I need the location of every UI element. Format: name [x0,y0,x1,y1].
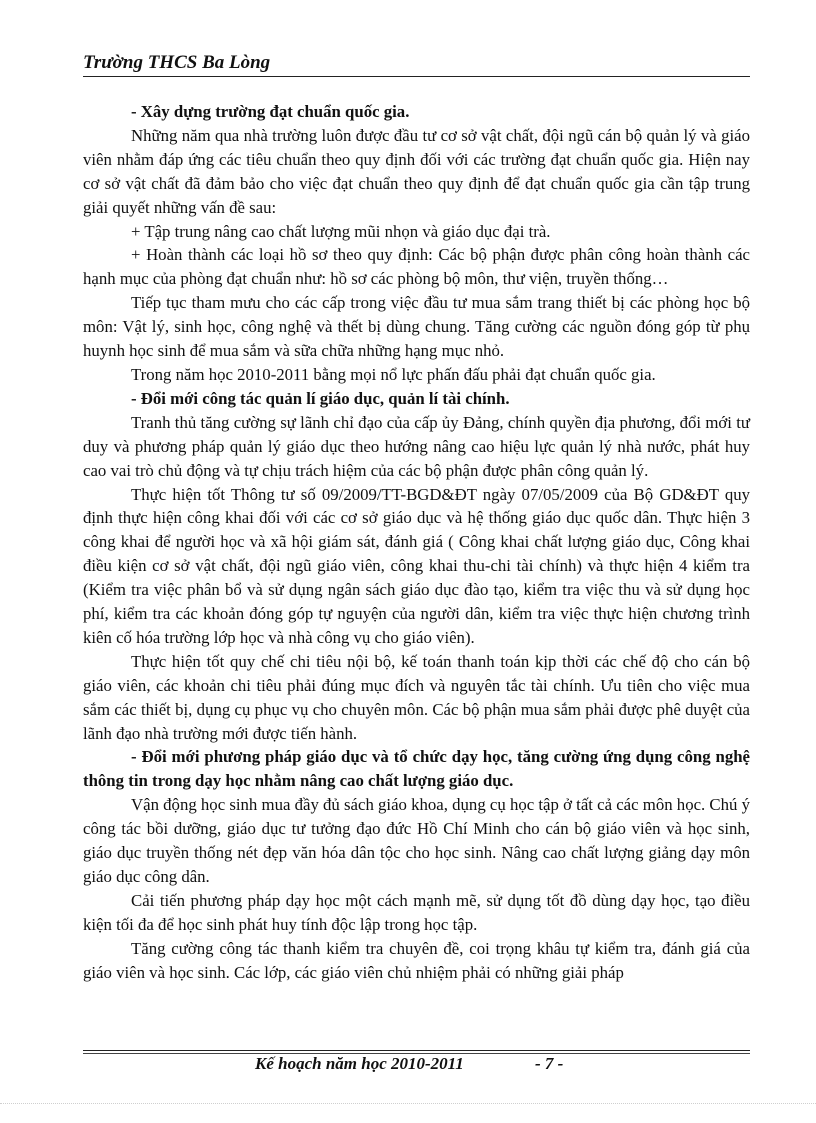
section-heading: - Xây dựng trường đạt chuẩn quốc gia. [131,102,410,121]
footer-divider [83,1050,750,1051]
section-heading: - Đổi mới công tác quản lí giáo dục, quản lí tài chính. [131,388,510,408]
document-body [83,100,750,985]
paragraph: + Hoàn thành các loại hồ sơ theo quy định: Các bộ phận được phân công hoàn thành các hạnh mục của phòng đạt chuẩn như: hồ sơ các phòng bộ môn, thư viện, truyền thống… [83,245,750,289]
footer-plan-title: Kế hoạch năm học 2010-2011 [255,1054,464,1073]
page-number: - 7 - [535,1054,564,1073]
paragraph: Thực hiện tốt Thông tư số 09/2009/TT-BGD&ĐT ngày 07/05/2009 của Bộ GD&ĐT quy định thực hiện công khai đối với các cơ sở giáo dục và hệ thống giáo dục quốc dân. Thực hiện 3 công khai để người học và xã hội giám sát, đánh giá ( Công khai chất lượng giáo dục, Công khai điều kiện cơ sở vật chất, đội ngũ giáo viên, công khai thu-chi tài chính) và thực hiện 4 kiểm tra (Kiểm tra việc phân bổ và sử dụng ngân sách giáo dục đào tạo, kiểm tra việc thu và sử dụng học phí, kiểm tra các khoản đóng góp tự nguyện của người dân, kiểm tra việc thực hiện chương trình kiên cố hóa trường lớp học và nhà công vụ cho giáo viên). [83,484,750,647]
paragraph: Cải tiến phương pháp dạy học một cách mạnh mẽ, sử dụng tốt đồ dùng dạy học, tạo điều kiện tối đa để học sinh phát huy tính độc lập trong học tập. [83,890,750,934]
paragraph: Vận động học sinh mua đầy đủ sách giáo khoa, dụng cụ học tập ở tất cả các môn học. Chú ý công tác bồi dưỡng, giáo dục tư tưởng đạo đức Hồ Chí Minh cho cán bộ giáo viên và học sinh, giáo dục truyền thống nét đẹp văn hóa dân tộc cho học sinh. Nâng cao chất lượng giảng dạy môn giáo dục công dân. [83,795,750,886]
paragraph: Tiếp tục tham mưu cho các cấp trong việc đầu tư mua sắm trang thiết bị các phòng học bộ môn: Vật lý, sinh học, công nghệ và thết bị dùng chung. Tăng cường các nguồn đóng góp từ phụ huynh học sinh để mua sắm và sữa chữa những hạng mục nhỏ. [83,293,750,361]
paragraph: Tăng cường công tác thanh kiểm tra chuyên đề, coi trọng khâu tự kiểm tra, đánh giá của giáo viên và học sinh. Các lớp, các giáo viên chủ nhiệm phải có những giải pháp [83,938,750,982]
paragraph: Tranh thủ tăng cường sự lãnh chỉ đạo của cấp ủy Đảng, chính quyền địa phương, đổi mới tư duy và phương pháp quản lý giáo dục theo hướng nâng cao hiệu lực quản lý nhà nước, phát huy cao vai trò chủ động và tự chịu trách hiệm của các bộ phận được phân công quản lý. [83,412,750,480]
section-heading: - Đổi mới phương pháp giáo dục và tổ chức dạy học, tăng cường ứng dụng công nghệ thông tin trong dạy học nhằm nâng cao chất lượng giáo dục. [83,747,750,791]
school-name: Trường THCS Ba Lòng [83,52,271,73]
paragraph: Những năm qua nhà trường luôn được đầu tư cơ sở vật chất, đội ngũ cán bộ quản lý và giáo viên nhằm đáp ứng các tiêu chuẩn theo quy định đối với các trường đạt chuẩn quốc gia. Hiện nay cơ sở vật chất đã đảm bảo cho việc đạt chuẩn theo quy định để đạt chuẩn quốc gia cần tập trung giải quyết những vấn đề sau: [83,125,750,217]
paragraph: Trong năm học 2010-2011 bằng mọi nổ lực phấn đấu phải đạt chuẩn quốc gia. [131,364,656,384]
page-bottom-dotted-line [0,1103,816,1104]
paragraph: Thực hiện tốt quy chế chi tiêu nội bộ, kế toán thanh toán kịp thời các chế độ cho cán bộ giáo viên, các khoản chi tiêu phải đúng mục đích và nguyên tắc tài chính. Ưu tiên cho việc mua sắm các thiết bị, dụng cụ phục vụ cho chuyên môn. Các bộ phận mua sắm phải được phê duyệt của lãnh đạo nhà trường mới được tiến hành. [83,651,750,743]
header-divider [83,76,750,77]
paragraph: + Tập trung nâng cao chất lượng mũi nhọn và giáo dục đại trà. [131,221,551,241]
